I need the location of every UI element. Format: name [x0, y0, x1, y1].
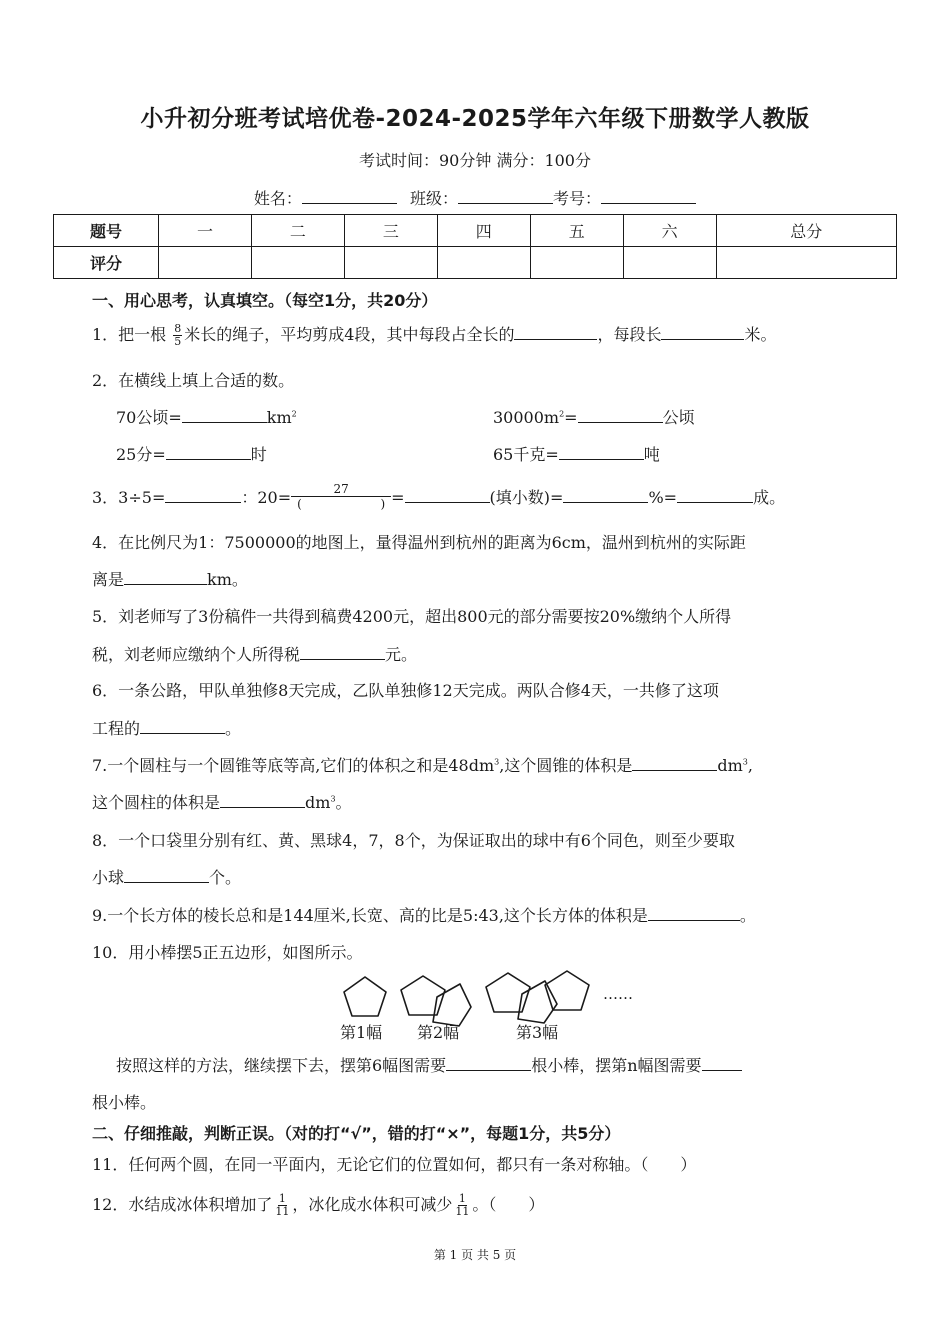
score-cell[interactable]	[251, 247, 344, 279]
q4-text-a: 离是	[92, 570, 125, 589]
question-9	[92, 903, 756, 926]
figure-ellipsis: ……	[603, 985, 633, 1003]
q2-i2-blank[interactable]	[578, 408, 663, 423]
q3-blank-1[interactable]	[165, 488, 241, 503]
q12-frac2-num: 1	[458, 1192, 466, 1205]
q7-text-b: ,这个圆锥的体积是	[499, 756, 633, 775]
score-col-total: 总分	[716, 215, 896, 247]
exam-info: 考试时间：90分钟 满分：100分	[359, 151, 591, 170]
q3-text-b: ：20=	[241, 488, 292, 507]
q8-blank[interactable]	[124, 868, 209, 883]
q5-blank[interactable]	[300, 645, 385, 660]
q2-i2-text: 30000m	[493, 408, 560, 427]
number-blank[interactable]	[601, 189, 696, 204]
q3-text-f: 成。	[753, 488, 786, 507]
section1-heading: 一、用心思考，认真填空。（每空1分，共20分）	[92, 291, 438, 310]
q7-sup-3: 3	[330, 794, 336, 804]
q12-text-b: ，冰化成水体积可减少	[292, 1195, 453, 1214]
q10-text-a: 按照这样的方法，继续摆下去，摆第6幅图需要	[116, 1056, 447, 1075]
q10-blank-2[interactable]	[702, 1056, 742, 1071]
q7-blank-2[interactable]	[220, 793, 305, 808]
number-label: 考号：	[553, 189, 602, 208]
question-4-line-1: 4．在比例尺为1：7500000的地图上，量得温州到杭州的距离为6cm，温州到杭州的实际距	[92, 533, 746, 552]
q7-text-f: dm	[305, 793, 331, 812]
score-cell[interactable]	[716, 247, 896, 279]
q2-i1-unit: km	[266, 408, 292, 427]
q7-sup-1: 3	[494, 757, 500, 767]
pentagon-figure	[335, 963, 655, 1043]
q9-text-b: 。	[739, 906, 756, 925]
q2-i3-unit: 时	[250, 445, 267, 464]
figure-label-1: 第1幅	[340, 1023, 383, 1042]
question-3	[92, 484, 785, 513]
q3-frac-den[interactable]	[291, 497, 391, 511]
q6-blank[interactable]	[140, 719, 225, 734]
q3-den-left: (	[297, 497, 302, 511]
question-number-header: 题号	[54, 215, 159, 247]
q3-text-e: %=	[648, 488, 678, 507]
q1-fraction	[173, 323, 182, 348]
q2-item-4	[493, 442, 660, 465]
q12-frac2-den: 11	[455, 1205, 470, 1218]
q3-den-right: )	[380, 497, 386, 511]
q12-fraction-1	[274, 1193, 290, 1218]
question-11: 11．任何两个圆，在同一平面内，无论它们的位置如何，都只有一条对称轴。（ ）	[92, 1155, 697, 1174]
score-table-row	[54, 215, 897, 247]
question-5-line-1: 5．刘老师写了3份稿件一共得到稿费4200元，超出800元的部分需要按20%缴纳个人所得	[92, 607, 732, 626]
question-2: 2．在横线上填上合适的数。	[92, 371, 295, 390]
q1-blank-2[interactable]	[661, 325, 744, 340]
q3-fraction	[291, 482, 391, 511]
q12-fraction-2	[454, 1193, 470, 1218]
q2-i1-blank[interactable]	[182, 408, 267, 423]
q2-i1-text: 70公顷=	[116, 408, 182, 427]
score-cell[interactable]	[344, 247, 437, 279]
q2-i2-eq: =	[564, 408, 578, 427]
q1-text-b: 米长的绳子，平均剪成4段，其中每段占全长的	[184, 325, 515, 344]
score-col-2: 二	[251, 215, 344, 247]
score-cell[interactable]	[437, 247, 530, 279]
score-col-3: 三	[344, 215, 437, 247]
question-10-line-2	[116, 1053, 742, 1076]
q10-text-b: 根小棒，摆第n幅图需要	[531, 1056, 702, 1075]
q3-blank-4[interactable]	[677, 488, 753, 503]
score-col-4: 四	[437, 215, 530, 247]
q6-text-b: 。	[225, 719, 242, 738]
question-8-line-2	[92, 865, 241, 888]
figure-label-2: 第2幅	[417, 1023, 460, 1042]
question-6-line-1: 6．一条公路，甲队单独修8天完成，乙队单独修12天完成。两队合修4天，一共修了这项	[92, 681, 719, 700]
q2-i2-unit: 公顷	[662, 408, 695, 427]
q1-blank-1[interactable]	[514, 325, 597, 340]
pentagon-fig1	[344, 977, 386, 1016]
question-6-line-2	[92, 716, 241, 739]
student-info-line	[0, 186, 950, 209]
question-1	[92, 322, 777, 348]
q2-i1-sup: 2	[291, 409, 297, 419]
score-col-1: 一	[159, 215, 252, 247]
question-8-line-1: 8．一个口袋里分别有红、黄、黑球4，7，8个，为保证取出的球中有6个同色，则至少要取	[92, 831, 735, 850]
q1-text-d: 米。	[744, 325, 777, 344]
q3-blank-3[interactable]	[563, 488, 648, 503]
score-col-5: 五	[530, 215, 623, 247]
q7-sup-2: 3	[742, 757, 748, 767]
q5-text-b: 元。	[385, 645, 418, 664]
figure-label-3: 第3幅	[516, 1023, 559, 1042]
q12-text-c: 。（ ）	[472, 1195, 545, 1214]
q3-frac-num: 27	[291, 482, 391, 497]
q7-text-c: dm	[717, 756, 743, 775]
q1-frac-num: 8	[174, 322, 182, 335]
q12-text-a: 12．水结成冰体积增加了	[92, 1195, 273, 1214]
pentagon-fig3-c	[545, 971, 589, 1010]
q2-i2-sup: 2	[559, 409, 565, 419]
q5-text-a: 税，刘老师应缴纳个人所得税	[92, 645, 301, 664]
score-table-row	[54, 247, 897, 279]
q2-i3-blank[interactable]	[166, 445, 251, 460]
score-table	[53, 214, 897, 279]
q10-blank-1[interactable]	[446, 1056, 531, 1071]
q12-frac1-num: 1	[278, 1192, 286, 1205]
q3-text-d: (填小数)=	[489, 488, 564, 507]
q4-text-b: km。	[207, 570, 248, 589]
q7-blank-1[interactable]	[632, 756, 717, 771]
score-cell[interactable]	[159, 247, 252, 279]
class-label: 班级：	[410, 189, 459, 208]
score-cell[interactable]	[530, 247, 623, 279]
question-10-line-3: 根小棒。	[92, 1093, 157, 1112]
score-col-6: 六	[623, 215, 716, 247]
q3-text-a: 3．3÷5=	[92, 488, 166, 507]
q7-text-e: 这个圆柱的体积是	[92, 793, 221, 812]
q1-text-a: 1．把一根	[92, 325, 167, 344]
q12-frac1-den: 11	[275, 1205, 290, 1218]
question-12	[92, 1192, 544, 1218]
score-row-header: 评分	[54, 247, 159, 279]
pentagon-fig2-b	[433, 984, 471, 1026]
q7-text-g: 。	[335, 793, 352, 812]
q8-text-a: 小球	[92, 868, 125, 887]
page-footer: 第 1 页 共 5 页	[433, 1248, 517, 1262]
question-7-line-2	[92, 790, 352, 813]
score-cell[interactable]	[623, 247, 716, 279]
q6-text-a: 工程的	[92, 719, 141, 738]
q1-text-c: ，每段长	[597, 325, 662, 344]
q4-blank[interactable]	[124, 570, 207, 585]
q2-i3-text: 25分=	[116, 445, 166, 464]
name-label: 姓名：	[253, 189, 302, 208]
question-10: 10．用小棒摆5正五边形，如图所示。	[92, 943, 363, 962]
q2-item-3	[116, 442, 267, 465]
q9-blank[interactable]	[648, 906, 740, 921]
class-blank[interactable]	[458, 189, 553, 204]
q3-text-c: =	[391, 488, 405, 507]
q9-text-a: 9.一个长方体的棱长总和是144厘米,长宽、高的比是5:43,这个长方体的体积是	[92, 906, 648, 925]
q7-text-d: ,	[747, 756, 753, 775]
q2-i4-unit: 吨	[643, 445, 660, 464]
exam-title: 小升初分班考试培优卷-2024-2025学年六年级下册数学人教版	[140, 106, 810, 132]
q1-frac-den: 5	[174, 335, 182, 348]
q2-i4-text: 65千克=	[493, 445, 559, 464]
name-blank[interactable]	[302, 189, 397, 204]
section2-heading: 二、仔细推敲，判断正误。（对的打“√”，错的打“×”，每题1分，共5分）	[92, 1124, 621, 1143]
question-7-line-1	[92, 753, 753, 776]
q7-text-a: 7.一个圆柱与一个圆锥等底等高,它们的体积之和是48dm	[92, 756, 495, 775]
q2-i4-blank[interactable]	[559, 445, 644, 460]
q8-text-b: 个。	[209, 868, 242, 887]
q2-item-1	[116, 405, 297, 428]
q2-item-2	[493, 405, 695, 428]
question-5-line-2	[92, 642, 417, 665]
q3-blank-2[interactable]	[405, 488, 490, 503]
question-4-line-2	[92, 567, 248, 590]
